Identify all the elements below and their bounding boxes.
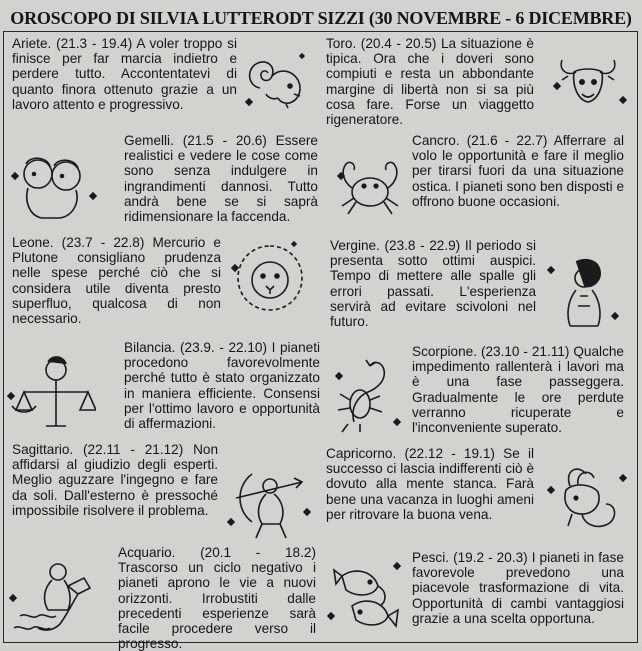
sign-dates: (21.3 - 19.4) bbox=[56, 36, 133, 51]
leo-lion-icon bbox=[228, 238, 312, 322]
sign-dates: (19.2 - 20.3) bbox=[453, 550, 528, 565]
sign-name: Leone. bbox=[12, 235, 54, 250]
sign-text: I pianeti procedono favorevolmente perché tutto è stato organizzato in maniera efficiente. Consensi per l'ottimo lavoro e opportunità di affermazioni. bbox=[124, 340, 320, 432]
sign-name: Vergine. bbox=[330, 238, 380, 253]
sign-name: Sagittario. bbox=[12, 442, 74, 457]
sign-cancer bbox=[412, 133, 624, 209]
sign-scorpio bbox=[412, 344, 624, 435]
sign-name: Pesci. bbox=[412, 550, 450, 565]
sign-dates: (22.11 - 21.12) bbox=[83, 442, 184, 457]
sign-text: Il periodo si presenta sotto ottimi auspici. Tempo di mettere alle spalle gli errori passati. L'esperienza servirà ad evitare scivoloni nel futuro. bbox=[330, 238, 536, 330]
sign-name: Capricorno. bbox=[326, 446, 397, 461]
sign-libra bbox=[124, 340, 320, 431]
sign-text: Se il successo ci lascia indifferenti ciò è dovuto alla mente stanca. Farà bene una vacanza in luoghi ameni per ritrovare la buona vena. bbox=[326, 446, 534, 522]
sign-aquarius bbox=[118, 545, 316, 651]
libra-scales-icon bbox=[6, 352, 96, 434]
capricorn-goat-icon bbox=[542, 460, 632, 540]
taurus-bull-icon bbox=[548, 46, 628, 112]
sign-name: Scorpione. bbox=[412, 344, 477, 359]
aquarius-water-bearer-icon bbox=[6, 558, 98, 640]
sign-dates: (21.5 - 20.6) bbox=[182, 133, 267, 148]
sign-capricorn bbox=[326, 446, 534, 522]
sign-gemini bbox=[124, 133, 318, 224]
sign-dates: (23.8 - 22.9) bbox=[384, 238, 461, 253]
sign-dates: (23.9. - 22.10) bbox=[179, 340, 267, 355]
sign-text: Afferrare al volo le opportunità e fare il meglio per tirarsi fuori da una situazione ostica. I pianeti sono ben disposti e offrono buone occasioni. bbox=[412, 133, 624, 209]
pisces-fish-icon bbox=[322, 556, 408, 638]
sign-text: A voler troppo si finisce per far marcia indietro e perdere tutto. Accontentatevi di quanto finora ottenuto grazie a un lavoro attento e progressivo. bbox=[12, 36, 237, 112]
sign-dates: (20.4 - 20.5) bbox=[360, 36, 437, 51]
sign-dates: (22.12 - 19.1) bbox=[404, 446, 495, 461]
sign-sagittarius bbox=[12, 442, 218, 518]
sign-dates: (23.7 - 22.8) bbox=[61, 235, 145, 250]
sign-name: Ariete. bbox=[12, 36, 52, 51]
sign-name: Bilancia. bbox=[124, 340, 176, 355]
sign-text: Non affidarsi al giudizio degli esperti. Meglio aguzzare l'ingegno e fare da soli. Dall'esterno è pressoché impossibile risolvere il problema. bbox=[12, 442, 218, 518]
sign-text: Qualche impedimento rallenterà i lavori ma è una fase passeggera. Gradualmente le ore perdute verranno ricuperate e l'inconveniente superato. bbox=[412, 344, 624, 436]
sagittarius-archer-icon bbox=[222, 462, 314, 542]
virgo-maiden-icon bbox=[540, 250, 628, 332]
aries-ram-icon bbox=[240, 48, 310, 110]
sign-text: Trascorso un ciclo negativo i pianeti aprono le vie a nuovi orizzonti. Irrobustiti dalle precedenti esperienze sarà facile procedere verso il progresso. bbox=[118, 560, 316, 651]
sign-text: I pianeti in fase favorevole prevedono una piacevole trasformazione di vita. Opportunità di cambi vantaggiosi grazie a una scelta opportuna. bbox=[412, 550, 624, 626]
sign-dates: (23.10 - 21.11) bbox=[480, 344, 570, 359]
sign-text: La situazione è tipica. Ora che i doveri sono compiuti e resta un abbondante margine di libertà non si sa più cosa fare. Forse un viaggetto rigeneratore. bbox=[326, 36, 534, 128]
sign-name: Toro. bbox=[326, 36, 357, 51]
page-title: OROSCOPO DI SILVIA LUTTERODT SIZZI (30 NOVEMBRE - 6 DICEMBRE) bbox=[10, 8, 632, 28]
sign-dates: (20.1 - 18.2) bbox=[200, 545, 316, 560]
sign-taurus bbox=[326, 36, 534, 127]
sign-virgo bbox=[330, 238, 536, 329]
scorpio-scorpion-icon bbox=[330, 352, 410, 436]
sign-name: Acquario. bbox=[118, 545, 176, 560]
sign-leo bbox=[12, 235, 221, 326]
sign-aries bbox=[12, 36, 237, 112]
sign-name: Cancro. bbox=[412, 133, 460, 148]
sign-name: Gemelli. bbox=[124, 133, 174, 148]
sign-pisces bbox=[412, 550, 624, 626]
gemini-twins-icon bbox=[6, 146, 102, 224]
sign-dates: (21.6 - 22.7) bbox=[466, 133, 548, 148]
cancer-crab-icon bbox=[330, 152, 410, 222]
sign-text: Mercurio e Plutone consigliano prudenza nelle spese perché ciò che si considera utile diventa presto superfluo, qualcosa di non necessario. bbox=[12, 235, 221, 327]
sign-text: Essere realistici e vedere le cose come sono senza indulgere in ingrandimenti dannosi. Tutto andrà bene se si saprà ridimensionare la faccenda. bbox=[124, 133, 318, 225]
